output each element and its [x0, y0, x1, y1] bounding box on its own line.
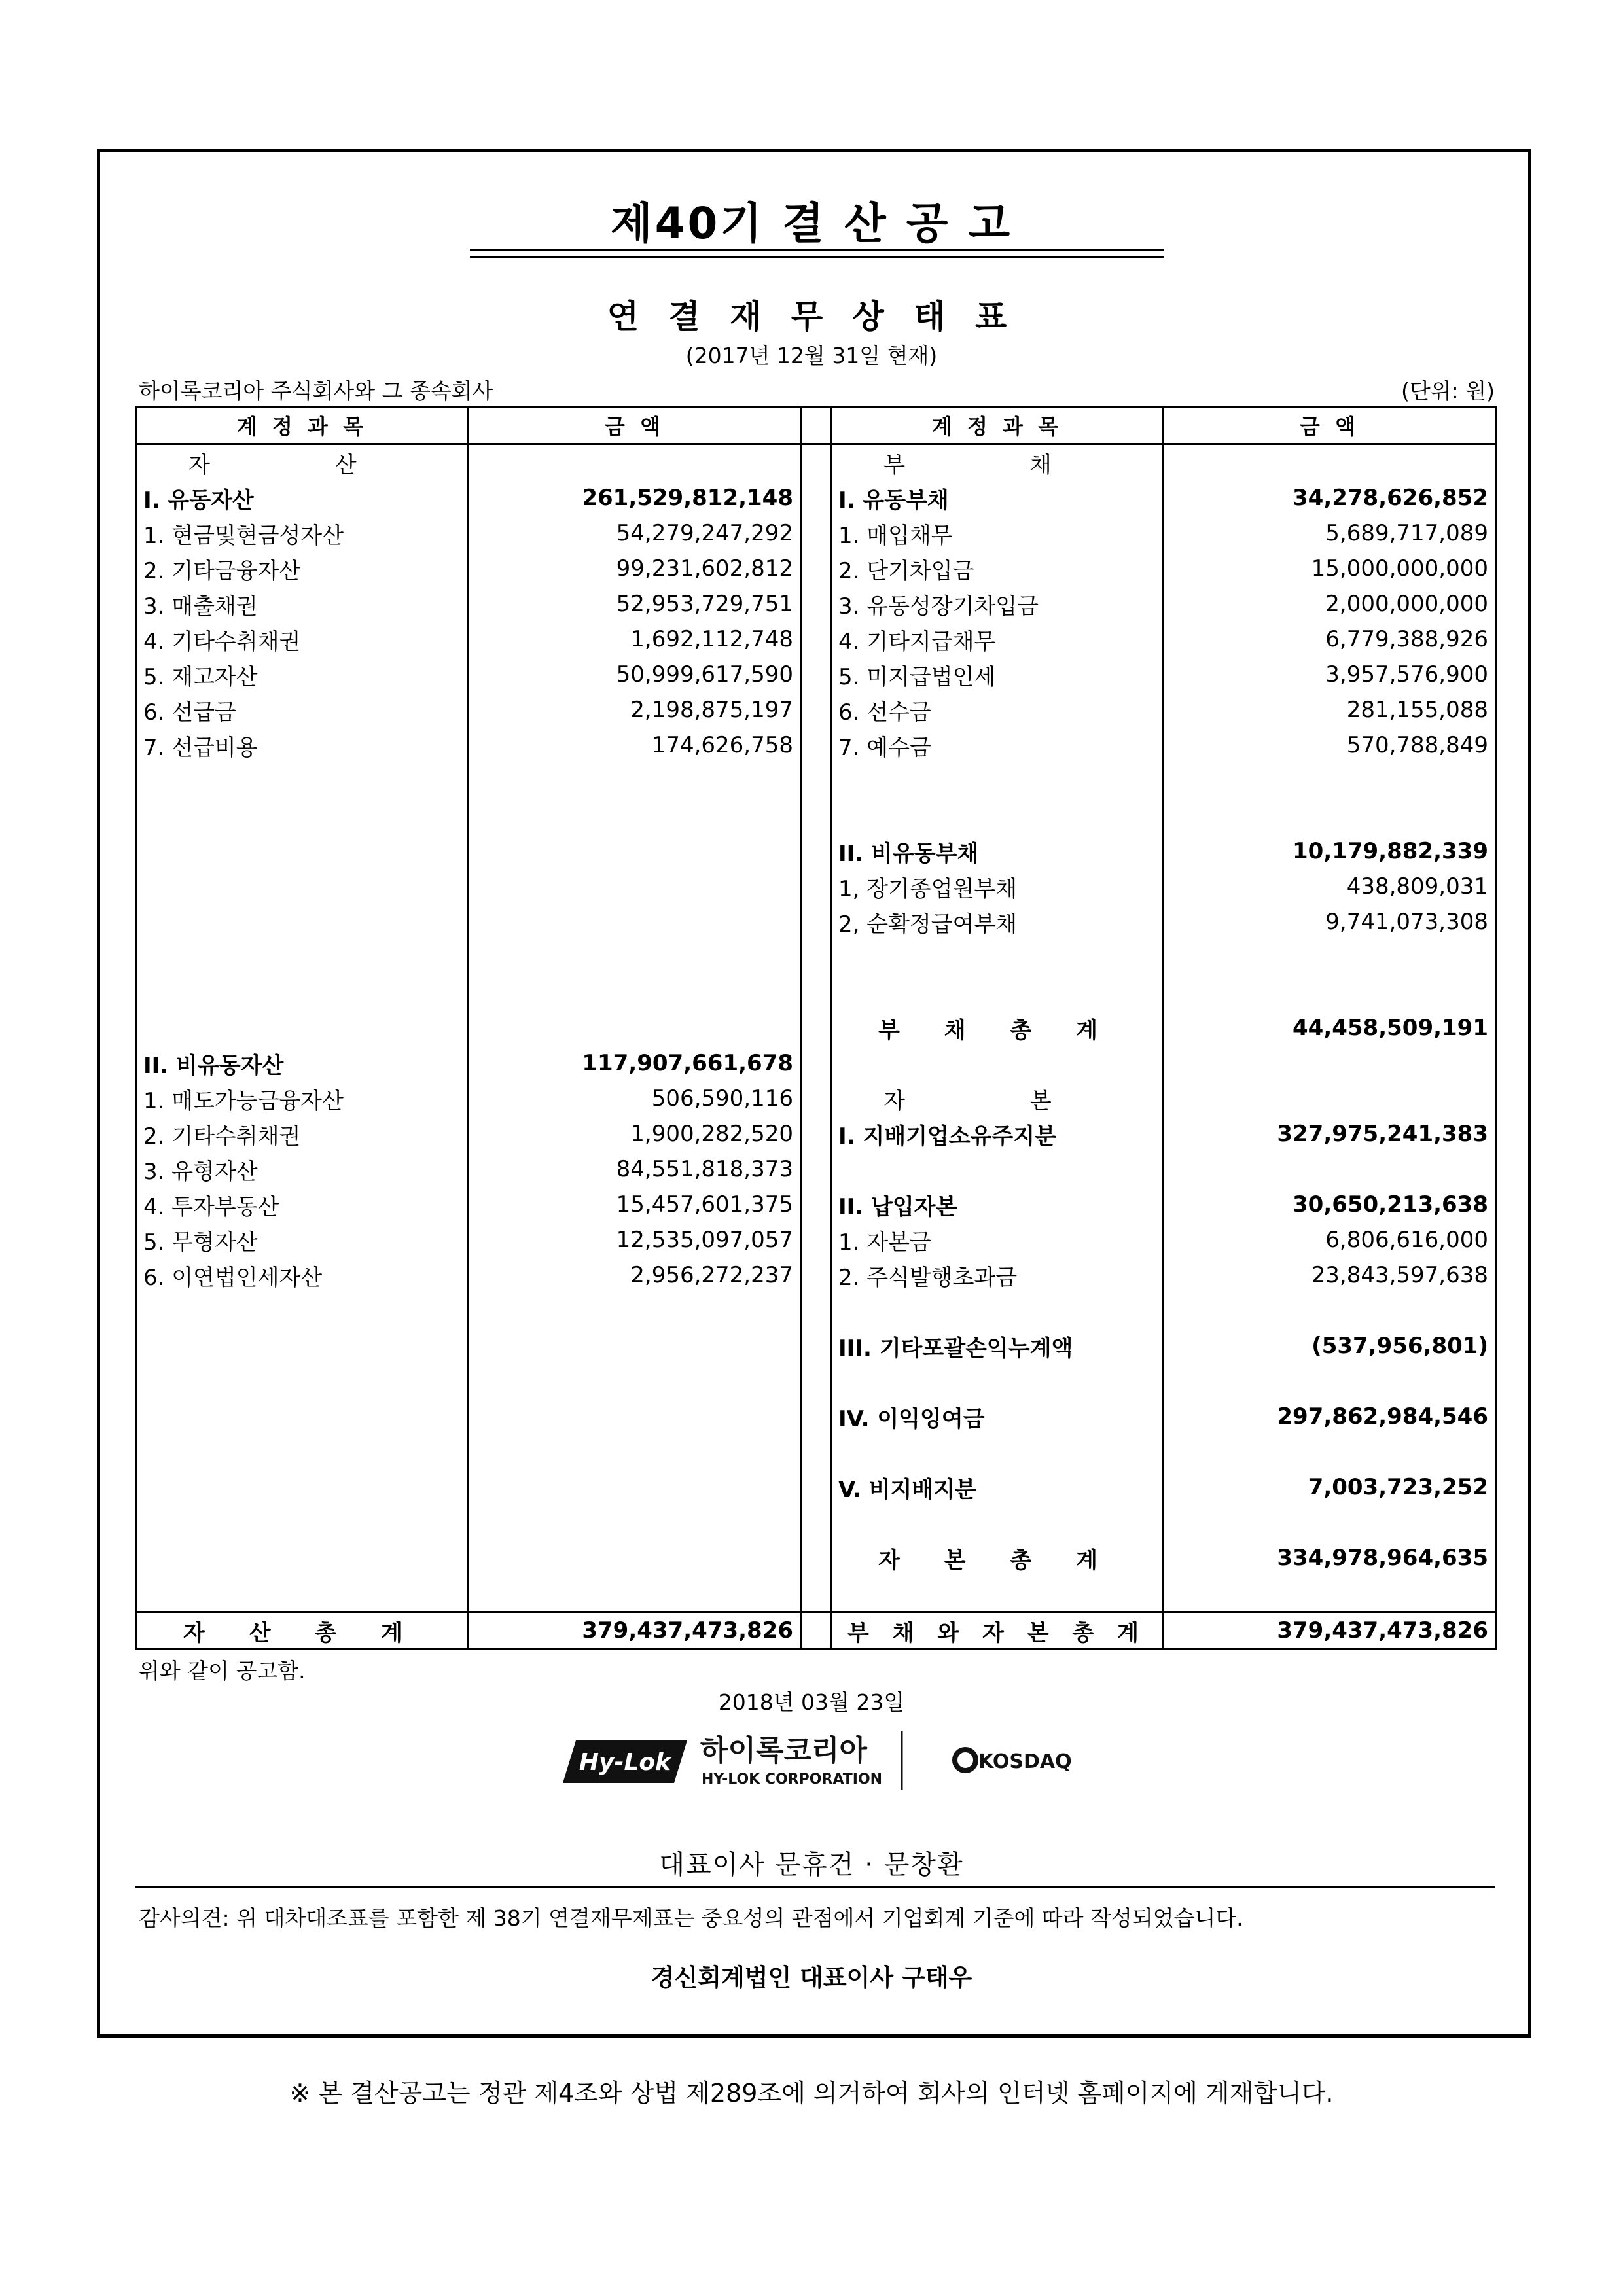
line-item-label: 3. 매출채권	[136, 586, 469, 622]
balance-sheet-table	[135, 406, 1497, 1650]
line-item-value: 570,788,849	[1164, 728, 1496, 763]
line-item-label: 7. 예수금	[831, 728, 1164, 763]
grand-total-row	[136, 1612, 1496, 1650]
header-account-right: 계 정 과 목	[831, 407, 1164, 444]
kosdaq-logo-text: KOSDAQ	[978, 1750, 1072, 1773]
retained-earnings-value: 297,862,984,546	[1164, 1399, 1496, 1434]
controlling-interest-value: 327,975,241,383	[1164, 1116, 1496, 1152]
line-item-label: 2, 순확정급여부채	[831, 904, 1164, 940]
title-underline-thin	[470, 256, 1164, 258]
liabilities-equity-total-value: 379,437,473,826	[1164, 1612, 1496, 1650]
line-item-label: 2. 기타수취채권	[136, 1116, 469, 1152]
current-liabilities-total: 34,278,626,852	[1164, 480, 1496, 516]
line-item-value: 99,231,602,812	[469, 551, 801, 586]
table-row	[136, 622, 1496, 657]
line-item-value: 15,000,000,000	[1164, 551, 1496, 586]
controlling-interest-label: I. 지배기업소유주지분	[831, 1116, 1164, 1152]
logo-company-korean: 하이록코리아	[700, 1734, 868, 1767]
table-row	[136, 728, 1496, 763]
line-item-value: 506,590,116	[469, 1081, 801, 1116]
hylok-mark-text: Hy-Lok	[579, 1749, 671, 1776]
line-item-value: 6,806,616,000	[1164, 1222, 1496, 1258]
table-row	[136, 1540, 1496, 1576]
header-amount-left: 금 액	[469, 407, 801, 444]
line-item-label: 5. 무형자산	[136, 1222, 469, 1258]
table-row	[136, 904, 1496, 940]
line-item-label: 3. 유동성장기차입금	[831, 586, 1164, 622]
nci-value: 7,003,723,252	[1164, 1470, 1496, 1505]
table-row	[136, 480, 1496, 516]
assets-total-value: 379,437,473,826	[469, 1612, 801, 1650]
table-row	[136, 444, 1496, 481]
line-item-value: 281,155,088	[1164, 692, 1496, 728]
liabilities-equity-total-label: 부 채 와 자 본 총 계	[831, 1612, 1164, 1650]
as-of-date: (2017년 12월 31일 현재)	[685, 343, 938, 368]
notice-date: 2018년 03월 23일	[718, 1689, 905, 1715]
current-assets-label: I. 유동자산	[136, 480, 469, 516]
table-row	[136, 516, 1496, 551]
line-item-value: 1,692,112,748	[469, 622, 801, 657]
auditor-signature: 경신회계법인 대표이사 구태우	[651, 1964, 972, 1992]
table-row	[136, 1399, 1496, 1434]
table-row	[136, 1010, 1496, 1046]
line-item-label: 1. 현금및현금성자산	[136, 516, 469, 551]
company-name: 하이록코리아 주식회사와 그 종속회사	[139, 378, 493, 404]
line-item-label: 4. 투자부동산	[136, 1187, 469, 1222]
ceo-divider	[135, 1886, 1495, 1888]
table-row	[136, 586, 1496, 622]
publication-footnote: ※ 본 결산공고는 정관 제4조와 상법 제289조에 의거하여 회사의 인터넷 홈페이지에 게재합니다.	[289, 2079, 1334, 2108]
line-item-label: 1. 매입채무	[831, 516, 1164, 551]
table-row	[136, 1222, 1496, 1258]
line-item-value: 12,535,097,057	[469, 1222, 801, 1258]
liabilities-total-value: 44,458,509,191	[1164, 1010, 1496, 1046]
equity-total-label: 자 본 총 계	[831, 1540, 1164, 1576]
noncurrent-assets-total: 117,907,661,678	[469, 1046, 801, 1081]
line-item-label: 4. 기타수취채권	[136, 622, 469, 657]
table-row	[136, 869, 1496, 904]
logo-company-english: HY-LOK CORPORATION	[702, 1771, 883, 1788]
retained-earnings-label: IV. 이익잉여금	[831, 1399, 1164, 1434]
line-item-label: 1, 장기종업원부채	[831, 869, 1164, 904]
table-row	[136, 834, 1496, 869]
table-row	[136, 1152, 1496, 1187]
hylok-logo-icon	[556, 1727, 1093, 1793]
aoci-value: (537,956,801)	[1164, 1328, 1496, 1364]
line-item-value: 174,626,758	[469, 728, 801, 763]
table-row	[136, 1187, 1496, 1222]
nci-label: V. 비지배지분	[831, 1470, 1164, 1505]
line-item-label: 2. 단기차입금	[831, 551, 1164, 586]
header-gap	[801, 407, 831, 444]
line-item-label: 6. 선급금	[136, 692, 469, 728]
line-item-value: 438,809,031	[1164, 869, 1496, 904]
noncurrent-assets-label: II. 비유동자산	[136, 1046, 469, 1081]
table-row	[136, 1470, 1496, 1505]
statement-title: 연 결 재 무 상 태 표	[607, 298, 1016, 336]
table-row	[136, 1116, 1496, 1152]
assets-total-label: 자 산 총 계	[136, 1612, 469, 1650]
notice-title: 제40기 결 산 공 고	[610, 198, 1013, 249]
line-item-label: 5. 재고자산	[136, 657, 469, 692]
line-item-label: 1. 자본금	[831, 1222, 1164, 1258]
line-item-value: 84,551,818,373	[469, 1152, 801, 1187]
table-row	[136, 657, 1496, 692]
table-row	[136, 692, 1496, 728]
equity-total-value: 334,978,964,635	[1164, 1540, 1496, 1576]
table-row	[136, 551, 1496, 586]
logo-area	[556, 1727, 1093, 1793]
current-assets-total: 261,529,812,148	[469, 480, 801, 516]
line-item-value: 5,689,717,089	[1164, 516, 1496, 551]
line-item-label: 1. 매도가능금융자산	[136, 1081, 469, 1116]
table-row	[136, 1328, 1496, 1364]
current-liabilities-label: I. 유동부채	[831, 480, 1164, 516]
line-item-label: 5. 미지급법인세	[831, 657, 1164, 692]
table-row	[136, 1258, 1496, 1293]
table-row	[136, 1046, 1496, 1081]
equity-section-label: 자 본	[831, 1081, 1164, 1116]
title-underline	[470, 249, 1164, 251]
line-item-label: 2. 기타금융자산	[136, 551, 469, 586]
line-item-label: 2. 주식발행초과금	[831, 1258, 1164, 1293]
ceo-names: 대표이사 문휴건 · 문창환	[659, 1850, 964, 1880]
aoci-label: III. 기타포괄손익누계액	[831, 1328, 1164, 1364]
line-item-value: 52,953,729,751	[469, 586, 801, 622]
line-item-label: 4. 기타지급채무	[831, 622, 1164, 657]
assets-section-label: 자 산	[136, 444, 469, 481]
notice-closing: 위와 같이 공고함.	[139, 1658, 306, 1684]
line-item-value: 23,843,597,638	[1164, 1258, 1496, 1293]
header-account-left: 계 정 과 목	[136, 407, 469, 444]
noncurrent-liabilities-label: II. 비유동부채	[831, 834, 1164, 869]
line-item-value: 2,198,875,197	[469, 692, 801, 728]
line-item-label: 6. 선수금	[831, 692, 1164, 728]
line-item-label: 6. 이연법인세자산	[136, 1258, 469, 1293]
table-header-row	[136, 407, 1496, 444]
audit-opinion: 감사의견: 위 대차대조표를 포함한 제 38기 연결재무제표는 중요성의 관점에서 기업회계 기준에 따라 작성되었습니다.	[139, 1905, 1243, 1931]
line-item-value: 1,900,282,520	[469, 1116, 801, 1152]
line-item-label: 7. 선급비용	[136, 728, 469, 763]
paid-in-capital-label: II. 납입자본	[831, 1187, 1164, 1222]
line-item-value: 15,457,601,375	[469, 1187, 801, 1222]
header-amount-right: 금 액	[1164, 407, 1496, 444]
line-item-value: 2,956,272,237	[469, 1258, 801, 1293]
liabilities-total-label: 부 채 총 계	[831, 1010, 1164, 1046]
line-item-value: 3,957,576,900	[1164, 657, 1496, 692]
noncurrent-liabilities-total: 10,179,882,339	[1164, 834, 1496, 869]
line-item-value: 54,279,247,292	[469, 516, 801, 551]
paid-in-capital-total: 30,650,213,638	[1164, 1187, 1496, 1222]
line-item-value: 9,741,073,308	[1164, 904, 1496, 940]
liabilities-section-label: 부 채	[831, 444, 1164, 481]
table-row	[136, 1081, 1496, 1116]
line-item-label: 3. 유형자산	[136, 1152, 469, 1187]
unit-label: (단위: 원)	[1401, 378, 1495, 404]
line-item-value: 50,999,617,590	[469, 657, 801, 692]
line-item-value: 6,779,388,926	[1164, 622, 1496, 657]
line-item-value: 2,000,000,000	[1164, 586, 1496, 622]
